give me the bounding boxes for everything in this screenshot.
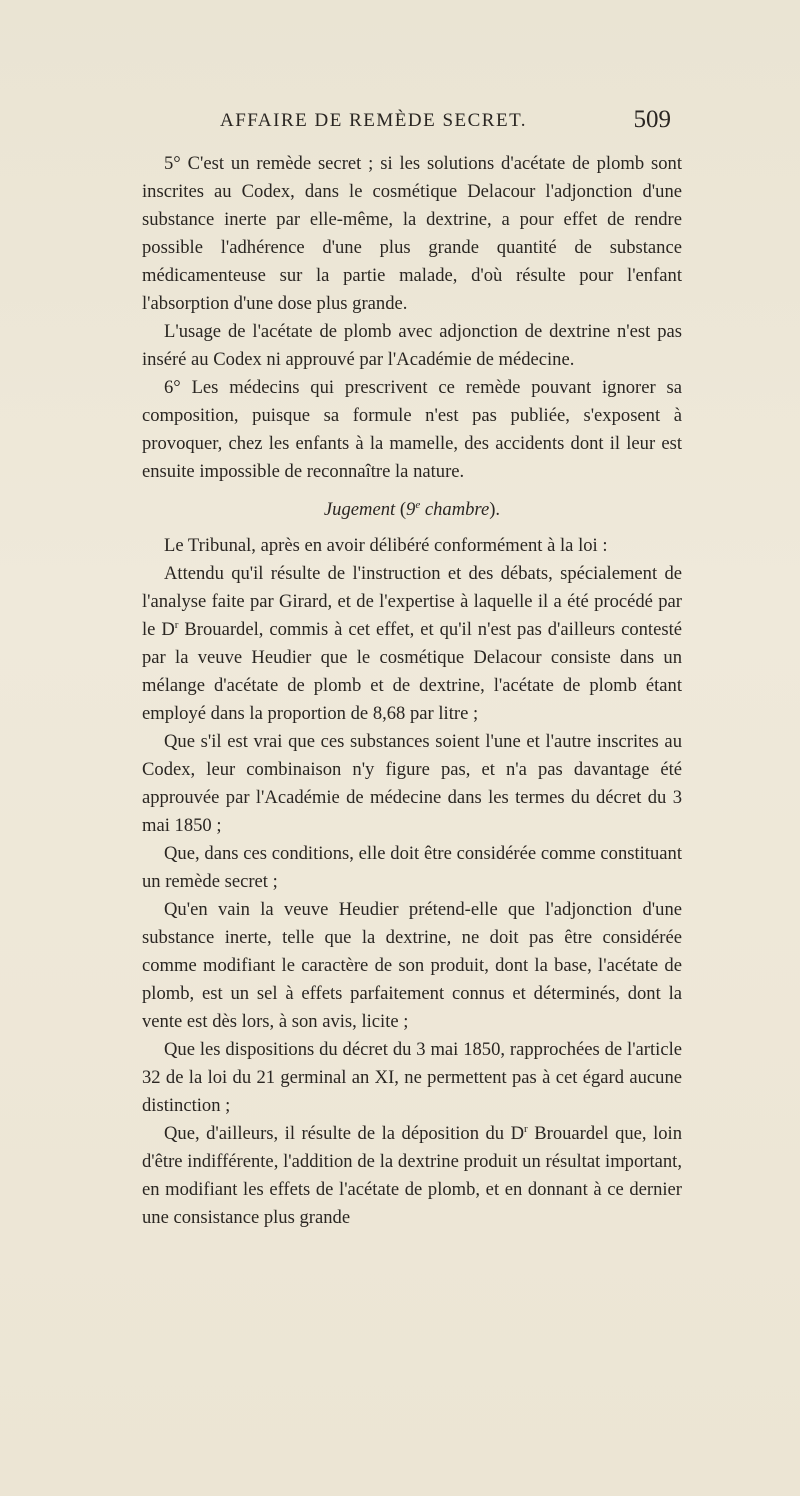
judgment-deposition: Que, d'ailleurs, il résulte de la déposition du $D^r$ Brouardel que, loin d'être indifférente, l'addition de la dextrine produit un résultat important, en modifiant les effets de l'acétate de plomb, et en donnant à ce dernier une consistance plus grande bbox=[142, 1122, 682, 1228]
judgment-decret: Que les dispositions du décret du 3 mai 1850, rapprochées de l'article 32 de la loi du 21 germinal an XI, ne permettent pas à cet égard aucune distinction ; bbox=[142, 1039, 682, 1116]
page-header bbox=[136, 106, 671, 140]
section-heading: Jugement (9e chambre). bbox=[323, 498, 501, 520]
paragraph-medecins: 6° Les médecins qui prescrivent ce remède pouvant ignorer sa composition, puisque sa formule n'est pas publiée, s'exposent à provoquer, chez les enfants à la mamelle, des accidents dont il leur est ensuite impossible de reconnaître la nature. bbox=[142, 377, 682, 482]
heading-title: Jugement bbox=[323, 499, 396, 520]
paragraph-remede-secret: 5° C'est un remède secret ; si les solutions d'acétate de plomb sont inscrites au Codex, dans le cosmétique Delacour l'adjonction d'une substance inerte par elle-même, la dextrine, a pour effet de rendre possible l'adhérence d'une plus grande quantité de substance médicamenteuse sur la partie malade, d'où résulte pour l'enfant l'absorption d'une dose plus grande. bbox=[142, 153, 682, 314]
heading-chamber-number: 9 bbox=[406, 499, 416, 520]
judgment-intro: Le Tribunal, après en avoir délibéré conformément à la loi : bbox=[164, 535, 608, 556]
judgment-codex: Que s'il est vrai que ces substances soient l'une et l'autre inscrites au Codex, leur combinaison n'y figure pas, et n'a pas davantage été approuvée par l'Académie de médecine dans les termes du décret du 3 mai 1850 ; bbox=[142, 731, 682, 836]
running-title: AFFAIRE DE REMÈDE SECRET. bbox=[219, 110, 528, 131]
paragraph-usage-acetate: L'usage de l'acétate de plomb avec adjonction de dextrine n'est pas inséré au Codex ni approuvé par l'Académie de médecine. bbox=[142, 321, 682, 370]
heading-chamber: chambre bbox=[420, 499, 490, 520]
page-number: 509 bbox=[633, 106, 671, 133]
judgment-conditions: Que, dans ces conditions, elle doit être considérée comme constituant un remède secret ; bbox=[142, 843, 682, 892]
body-text bbox=[142, 150, 682, 1232]
judgment-attendu: Attendu qu'il résulte de l'instruction et des débats, spécialement de l'analyse faite par Girard, et de l'expertise à laquelle il a été procédé par le $D^r$ Brouardel, commis à cet effet, et qu'il n'est pas d'ailleurs contesté par la veuve Heudier que le cosmétique Delacour consiste dans un mélange d'acétate de plomb et de dextrine, l'acétate de plomb étant employé dans la proportion de 8,68 par litre ; bbox=[142, 563, 682, 724]
judgment-adjonction: Qu'en vain la veuve Heudier prétend-elle que l'adjonction d'une substance inerte, telle que la dextrine, ne doit pas être considérée comme modifiant le caractère de son produit, dont la base, l'acétate de plomb, est un sel à effets parfaitement connus et déterminés, dont la vente est dès lors, à son avis, licite ; bbox=[142, 899, 682, 1032]
